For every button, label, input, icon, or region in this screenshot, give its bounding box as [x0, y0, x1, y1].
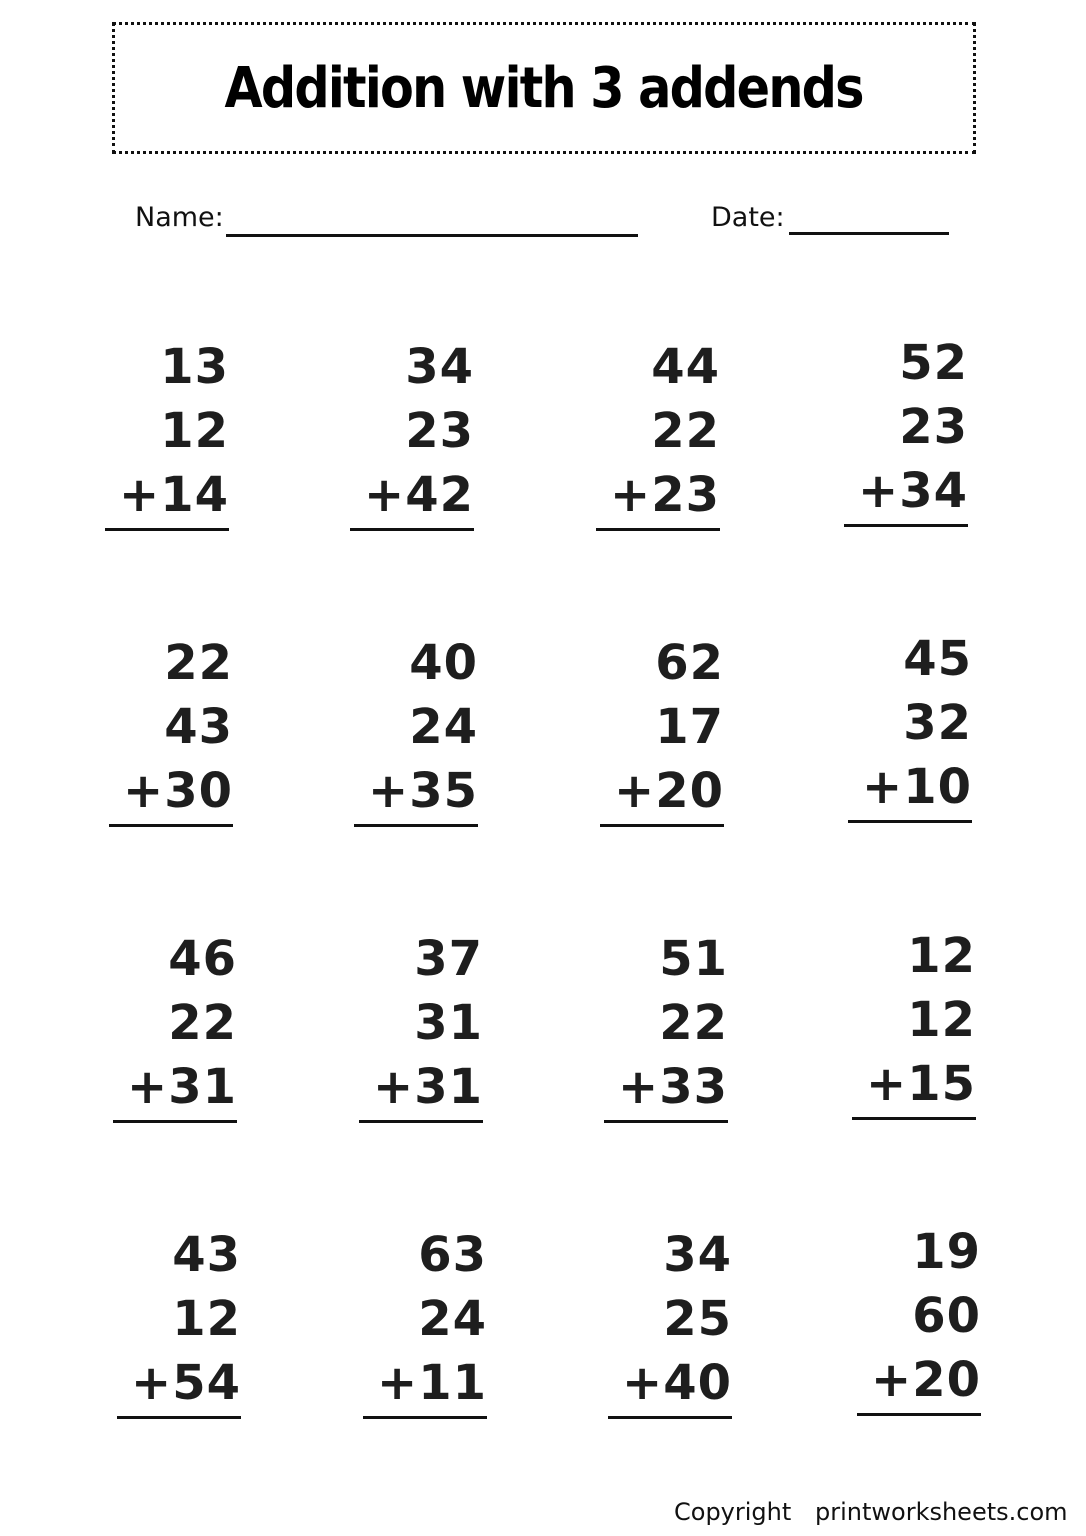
addend-2: 22: [168, 995, 237, 1051]
addend-1: 37: [414, 931, 483, 987]
addend-1: 43: [172, 1227, 241, 1283]
addend-3: +42: [363, 467, 474, 523]
addend-2: 23: [899, 399, 968, 455]
answer-line[interactable]: [105, 528, 229, 531]
addend-1: 52: [899, 335, 968, 391]
addend-3: +14: [118, 467, 229, 523]
addend-3: +10: [861, 759, 972, 815]
answer-line[interactable]: [354, 824, 478, 827]
name-label: Name:: [135, 202, 224, 233]
addend-1: 51: [659, 931, 728, 987]
addend-2: 43: [164, 699, 233, 755]
answer-line[interactable]: [109, 824, 233, 827]
addend-2: 31: [414, 995, 483, 1051]
addend-3: +30: [122, 763, 233, 819]
answer-line[interactable]: [117, 1416, 241, 1419]
answer-line[interactable]: [600, 824, 724, 827]
date-input-line[interactable]: [789, 232, 949, 235]
addend-3: +11: [376, 1355, 487, 1411]
answer-line[interactable]: [350, 528, 474, 531]
addend-1: 34: [663, 1227, 732, 1283]
addend-2: 24: [409, 699, 478, 755]
site-link[interactable]: printworksheets.com: [815, 1498, 1068, 1526]
addend-2: 12: [907, 992, 976, 1048]
addend-3: +33: [617, 1059, 728, 1115]
addend-3: +40: [621, 1355, 732, 1411]
answer-line[interactable]: [848, 820, 972, 823]
copyright-label: Copyright: [674, 1498, 792, 1526]
addend-1: 22: [164, 635, 233, 691]
addend-2: 25: [663, 1291, 732, 1347]
addend-1: 19: [912, 1224, 981, 1280]
addend-2: 22: [651, 403, 720, 459]
addend-1: 34: [405, 339, 474, 395]
addend-1: 12: [907, 928, 976, 984]
addend-2: 60: [912, 1288, 981, 1344]
addend-3: +34: [857, 463, 968, 519]
addend-2: 17: [655, 699, 724, 755]
addend-3: +54: [130, 1355, 241, 1411]
answer-line[interactable]: [113, 1120, 237, 1123]
addend-3: +31: [126, 1059, 237, 1115]
addend-3: +23: [609, 467, 720, 523]
addend-1: 62: [655, 635, 724, 691]
addend-3: +15: [865, 1056, 976, 1112]
answer-line[interactable]: [604, 1120, 728, 1123]
name-input-line[interactable]: [226, 234, 638, 237]
addend-1: 46: [168, 931, 237, 987]
worksheet-title: Addition with 3 addends: [224, 55, 864, 121]
answer-line[interactable]: [844, 524, 968, 527]
addend-2: 23: [405, 403, 474, 459]
addend-3: +31: [372, 1059, 483, 1115]
addend-2: 12: [160, 403, 229, 459]
addend-2: 24: [418, 1291, 487, 1347]
date-label: Date:: [711, 202, 785, 233]
addend-1: 63: [418, 1227, 487, 1283]
answer-line[interactable]: [857, 1413, 981, 1416]
answer-line[interactable]: [608, 1416, 732, 1419]
answer-line[interactable]: [359, 1120, 483, 1123]
addend-3: +20: [613, 763, 724, 819]
answer-line[interactable]: [852, 1117, 976, 1120]
addend-2: 22: [659, 995, 728, 1051]
answer-line[interactable]: [596, 528, 720, 531]
addend-1: 44: [651, 339, 720, 395]
addend-1: 13: [160, 339, 229, 395]
answer-line[interactable]: [363, 1416, 487, 1419]
addend-1: 45: [903, 631, 972, 687]
addend-3: +35: [367, 763, 478, 819]
addend-2: 32: [903, 695, 972, 751]
addend-2: 12: [172, 1291, 241, 1347]
addend-3: +20: [870, 1352, 981, 1408]
addend-1: 40: [409, 635, 478, 691]
title-box: [112, 22, 976, 154]
